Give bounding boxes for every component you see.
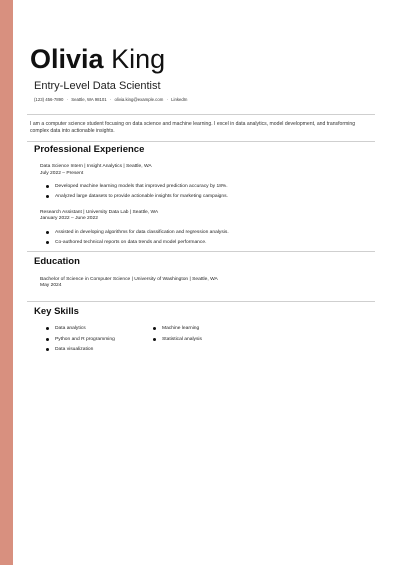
job-bullet: Co-authored technical reports on data trends and model performance. <box>46 240 206 246</box>
resume-page <box>27 0 375 565</box>
separator-dot: · <box>109 97 112 102</box>
job-role-line: Data Science Intern | Insight Analytics | Seattle, WA <box>40 164 152 169</box>
education-heading: Education <box>34 256 80 267</box>
skill-item: Machine learning <box>153 326 199 332</box>
bullet-dot-icon <box>153 338 156 341</box>
job-bullet: Analyzed large datasets to provide actionable insights for marketing campaigns. <box>46 194 228 200</box>
job-dates: July 2022 – Present <box>40 171 84 176</box>
contact-linkedin[interactable]: LinkedIn <box>171 97 188 102</box>
divider <box>27 141 375 142</box>
bullet-dot-icon <box>46 327 49 330</box>
job-bullet: Assisted in developing algorithms for data classification and regression analysis. <box>46 230 229 236</box>
job-bullet: Developed machine learning models that improved prediction accuracy by 18%. <box>46 184 228 190</box>
skill-item: Data visualization <box>46 347 93 353</box>
separator-dot: · <box>166 97 168 102</box>
divider <box>27 301 375 302</box>
bullet-dot-icon <box>46 338 49 341</box>
bullet-dot-icon <box>153 327 156 330</box>
divider <box>27 114 375 115</box>
candidate-name <box>30 44 165 74</box>
summary-paragraph: I am a computer science student focusing on data science and machine learning. I excel in data analytics, model development, and transforming complex data into actionable insights. <box>30 121 356 134</box>
bullet-dot-icon <box>46 195 49 198</box>
bullet-dot-icon <box>46 241 49 244</box>
contact-line <box>34 97 187 102</box>
skill-item: Data analytics <box>46 326 86 332</box>
graduation-date: May 2024 <box>40 283 62 288</box>
experience-heading: Professional Experience <box>34 144 145 155</box>
contact-location: Seattle, WA 98101 <box>71 97 107 102</box>
degree-line: Bachelor of Science in Computer Science | University of Washington | Seattle, WA <box>40 277 218 282</box>
skill-item: Python and R programming <box>46 337 115 343</box>
first-name: Olivia <box>30 44 104 74</box>
divider <box>27 251 375 252</box>
job-title: Entry-Level Data Scientist <box>34 80 161 92</box>
bullet-dot-icon <box>46 185 49 188</box>
contact-email[interactable]: olivia.king@example.com <box>114 97 164 102</box>
bullet-dot-icon <box>46 231 49 234</box>
job-role-line: Research Assistant | University Data Lab | Seattle, WA <box>40 210 159 215</box>
last-name: King <box>111 44 166 74</box>
accent-stripe <box>0 0 13 565</box>
contact-phone: (123) 456-7890 <box>34 97 64 102</box>
skill-item: Statistical analysis <box>153 337 202 343</box>
separator-dot: · <box>66 97 69 102</box>
bullet-dot-icon <box>46 348 49 351</box>
job-dates: January 2022 – June 2022 <box>40 216 98 221</box>
skills-heading: Key Skills <box>34 306 79 317</box>
